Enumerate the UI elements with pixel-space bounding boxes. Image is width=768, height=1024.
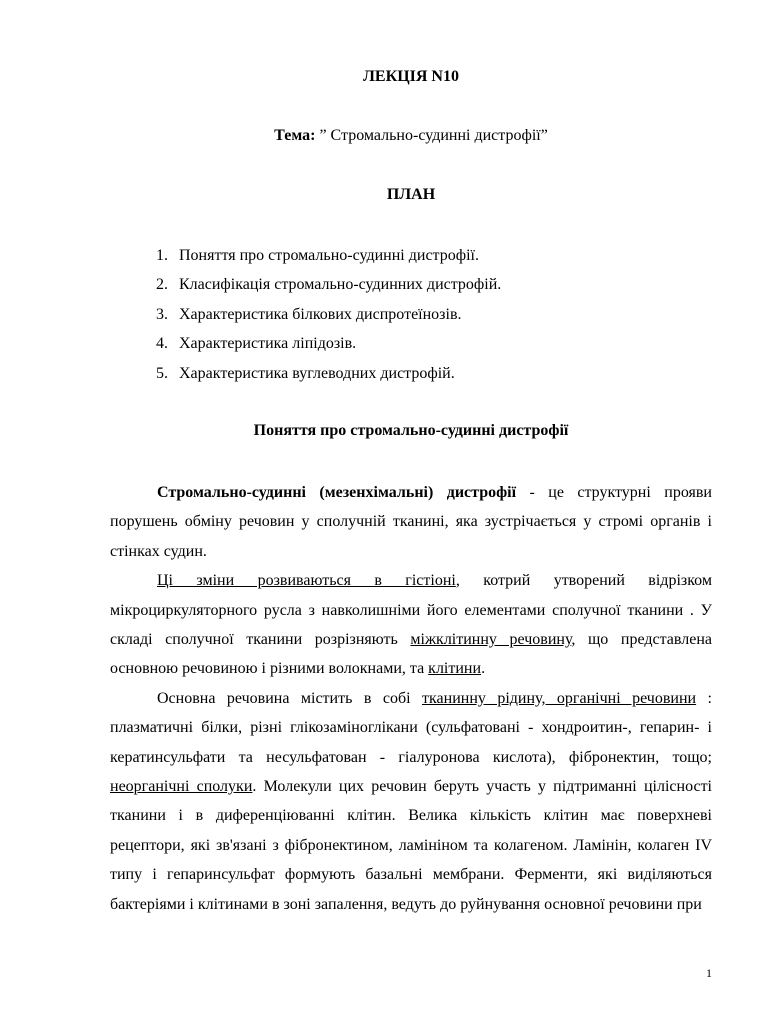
plan-item xyxy=(156,304,501,333)
paragraph-text: , що представлена основною речовиною і різними волокнами, та xyxy=(110,631,713,678)
topic-line xyxy=(110,127,712,145)
plan-item-text: Класифікація стромально-судинних дистрофій. xyxy=(179,276,502,294)
plan-item xyxy=(156,333,501,362)
paragraph-text: : плазматичні білки, різні глікозаміноглікани (сульфатовані - хондроитин-, гепарин- і кератинсульфати та несульфатован - гіалуронова кислота), фібронектин, тощо; xyxy=(110,689,712,766)
plan-heading: ПЛАН xyxy=(386,186,436,203)
underlined-phrase: тканинну рідину, органічні речовини xyxy=(422,689,697,707)
paragraph-text: , котрий утворений відрізком мікроциркуляторного русла з навколишніми його елементами сполучної тканини . У складі сполучної тканини розрізняють xyxy=(110,572,712,649)
body-text xyxy=(110,478,712,919)
plan-item xyxy=(156,274,501,303)
paragraph-text: - це структурні прояви порушень обміну речовин у сполучній тканині, яка зустрічається у стромі органів і стінках судин. xyxy=(110,484,712,560)
topic-text: ” Стромально-судинні дистрофії” xyxy=(315,127,548,144)
topic-label: Тема: xyxy=(274,127,316,144)
paragraph-histion xyxy=(110,566,712,684)
underlined-phrase: Ці зміни розвиваються в гістіоні xyxy=(157,572,456,590)
plan-item-number: 4. xyxy=(156,335,168,353)
plan-list xyxy=(156,245,501,392)
paragraph-definition xyxy=(110,478,712,566)
underlined-phrase: клітини xyxy=(428,660,482,678)
plan-item-text: Характеристика ліпідозів. xyxy=(179,335,357,353)
page-number: 1 xyxy=(706,966,712,980)
plan-item-text: Характеристика білкових диспротеїнозів. xyxy=(179,305,462,323)
plan-item xyxy=(156,245,501,274)
section-heading: Поняття про стромально-судинні дистрофії xyxy=(253,422,569,439)
paragraph-ground-substance xyxy=(110,684,712,919)
paragraph-text: . Молекули цих речовин беруть участь у підтриманні цілісності тканини і в диференціюванні клітин. Велика кількість клітин має поверхневі рецептори, які зв'язані з фібронектином, ламініном та колагеном. Ламінін, колаген IV типу і гепаринсульфат формують базальні мембрани. Ферменти, які виділяються бактеріями і клітинами в зоні запалення, ведуть до руйнування основної речовини при xyxy=(110,778,713,913)
underlined-phrase: неорганічні сполуки xyxy=(110,778,253,796)
plan-item xyxy=(156,363,501,392)
bold-term: Стромально-судинні (мезенхімальні) дистрофії xyxy=(157,484,517,501)
plan-item-number: 2. xyxy=(156,276,168,294)
lecture-title: ЛЕКЦІЯ N10 xyxy=(363,68,459,85)
underlined-phrase: міжклітинну речовину xyxy=(410,631,572,649)
plan-item-text: Поняття про стромально-судинні дистрофії. xyxy=(179,247,479,264)
plan-item-number: 5. xyxy=(156,364,168,382)
paragraph-text: Основна речовина містить в собі xyxy=(157,689,423,707)
plan-item-number: 1. xyxy=(156,247,168,264)
paragraph-text: . xyxy=(481,660,486,678)
plan-item-number: 3. xyxy=(156,305,168,323)
plan-item-text: Характеристика вуглеводних дистрофій. xyxy=(179,364,455,382)
